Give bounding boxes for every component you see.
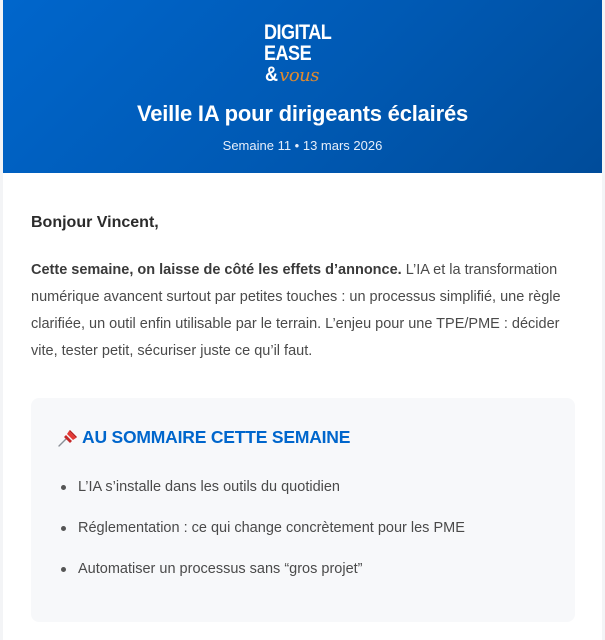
logo-line-vous bbox=[264, 64, 344, 86]
logo-ampersand: & bbox=[265, 63, 279, 86]
logo-line-ease: EASE bbox=[264, 42, 312, 65]
toc-item-label: L’IA s’installe dans les outils du quotidien bbox=[78, 479, 340, 495]
newsletter-header bbox=[3, 0, 602, 173]
toc-item[interactable] bbox=[59, 558, 465, 599]
intro-body: L’IA et la transformation numérique avancent surtout par petites touches : un processus simplifié, une règle clarifiée, un outil enfin utilisable par le terrain. L’enjeu pour une TPE/PME : décider vite, tester petit, sécuriser juste ce qu’il faut. bbox=[31, 262, 561, 359]
logo-line-digital: DIGITAL bbox=[264, 21, 332, 44]
greeting: Bonjour Vincent, bbox=[31, 214, 159, 231]
toc-item-label: Réglementation : ce qui change concrètement pour les PME bbox=[78, 520, 465, 536]
table-of-contents bbox=[31, 398, 575, 622]
toc-item[interactable] bbox=[59, 517, 465, 558]
intro-lead: Cette semaine, on laisse de côté les effets d’annonce. bbox=[31, 262, 402, 278]
bullet-icon bbox=[61, 567, 66, 572]
logo-vous: vous bbox=[279, 65, 320, 86]
bullet-icon bbox=[61, 485, 66, 490]
newsletter-card bbox=[3, 0, 602, 640]
digital-ease-logo[interactable] bbox=[264, 22, 344, 86]
pushpin-icon bbox=[57, 428, 79, 448]
bullet-icon bbox=[61, 526, 66, 531]
intro-paragraph bbox=[31, 257, 586, 365]
toc-title-text: AU SOMMAIRE CETTE SEMAINE bbox=[82, 427, 351, 447]
toc-heading bbox=[57, 427, 350, 448]
toc-item-label: Automatiser un processus sans “gros projet” bbox=[78, 561, 363, 577]
newsletter-date: Semaine 11 • 13 mars 2026 bbox=[222, 138, 383, 153]
toc-item[interactable] bbox=[59, 476, 465, 517]
newsletter-title: Veille IA pour dirigeants éclairés bbox=[136, 101, 469, 126]
toc-list bbox=[59, 476, 465, 599]
